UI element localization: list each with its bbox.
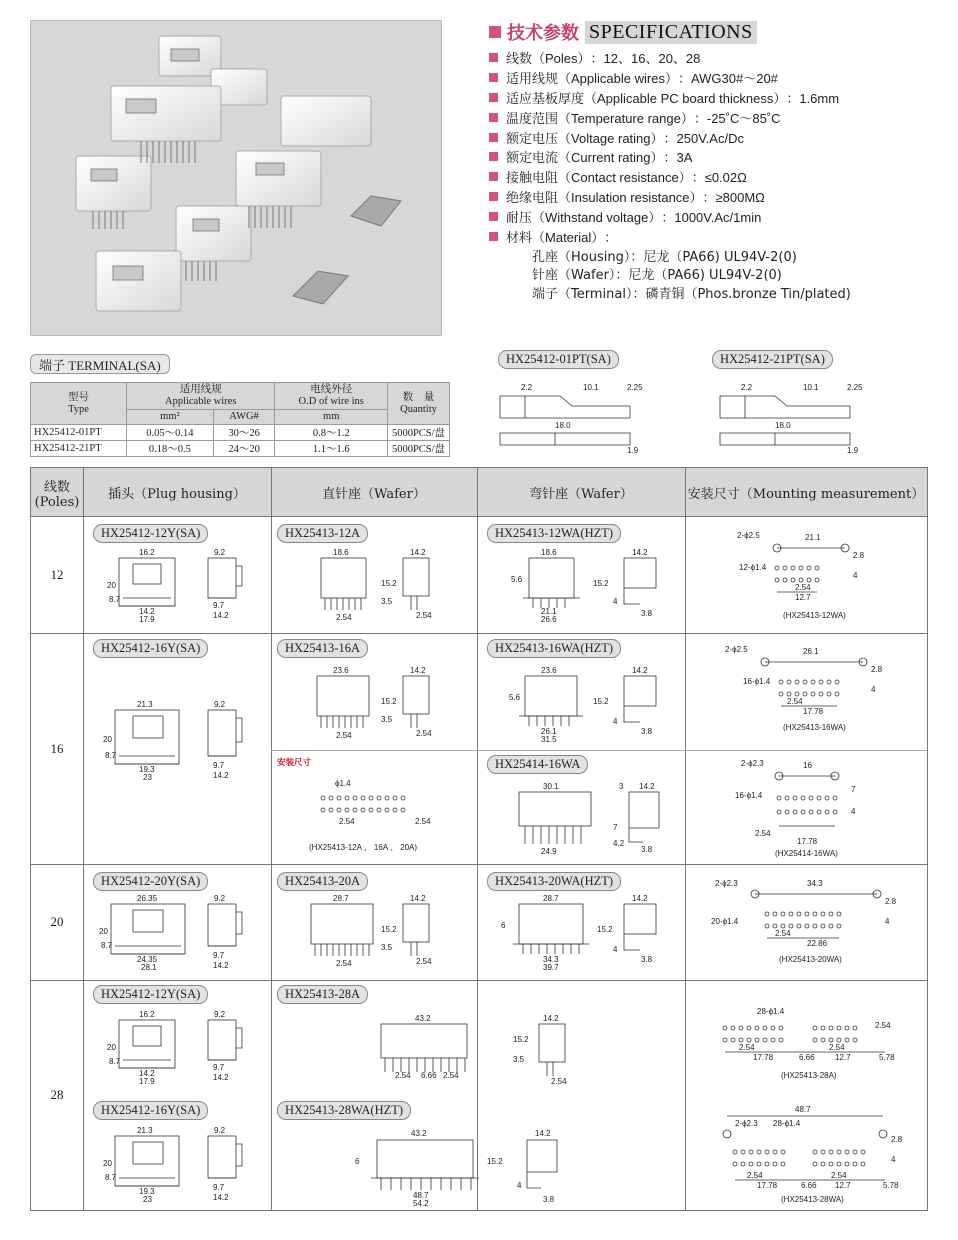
svg-text:43.2: 43.2 — [415, 1014, 431, 1023]
svg-text:28.7: 28.7 — [543, 894, 559, 903]
svg-text:15.2: 15.2 — [593, 697, 609, 706]
svg-text:5.78: 5.78 — [879, 1053, 895, 1062]
svg-text:20: 20 — [107, 1043, 116, 1052]
svg-text:4: 4 — [891, 1155, 896, 1164]
bent-20-drawing — [489, 892, 679, 976]
svg-text:5.6: 5.6 — [509, 693, 521, 702]
svg-text:9.2: 9.2 — [214, 1010, 226, 1019]
svg-text:2-ϕ2.3: 2-ϕ2.3 — [715, 879, 738, 888]
svg-text:14.2: 14.2 — [632, 894, 648, 903]
svg-text:15.2: 15.2 — [381, 925, 397, 934]
spec-row: 线数 （Poles） ：12、16、20、28 — [489, 48, 929, 68]
svg-text:20: 20 — [99, 927, 108, 936]
svg-text:3.8: 3.8 — [543, 1195, 555, 1204]
svg-text:28.7: 28.7 — [333, 894, 349, 903]
title-bullet-icon — [489, 26, 501, 38]
straight-tag: HX25413-12A — [277, 524, 368, 543]
svg-text:9.2: 9.2 — [214, 700, 226, 709]
svg-text:14.2: 14.2 — [632, 548, 648, 557]
svg-text:14.2: 14.2 — [213, 1193, 229, 1202]
svg-text:2.54: 2.54 — [339, 817, 355, 826]
header-poles: 线数 (Poles) — [34, 479, 80, 510]
svg-text:9.7: 9.7 — [213, 1063, 225, 1072]
bullet-icon — [489, 113, 498, 122]
svg-text:14.2: 14.2 — [543, 1014, 559, 1023]
straight-28-drawing — [281, 1012, 681, 1092]
svg-text:24.9: 24.9 — [541, 847, 557, 856]
svg-text:26.1: 26.1 — [541, 727, 557, 736]
svg-text:14.2: 14.2 — [639, 782, 655, 791]
svg-text:14.2: 14.2 — [139, 1069, 155, 1078]
spec-row: 额定电压 （Voltage rating） ：250V.Ac/Dc — [489, 127, 929, 147]
header-mount: 安装尺寸（Mounting measurement） — [687, 487, 925, 502]
svg-text:9.2: 9.2 — [214, 1126, 226, 1135]
svg-text:2.8: 2.8 — [871, 665, 883, 674]
svg-text:8.7: 8.7 — [101, 941, 113, 950]
svg-text:34.3: 34.3 — [543, 955, 559, 964]
svg-text:9.2: 9.2 — [214, 894, 226, 903]
svg-text:24.35: 24.35 — [137, 955, 158, 964]
svg-text:5.78: 5.78 — [883, 1181, 899, 1190]
svg-text:(HX25414-16WA): (HX25414-16WA) — [775, 849, 838, 858]
plug-tag: HX25412-12Y(SA) — [93, 985, 208, 1004]
svg-text:2.2: 2.2 — [741, 383, 753, 392]
svg-text:39.7: 39.7 — [543, 963, 559, 972]
svg-text:28-ϕ1.4: 28-ϕ1.4 — [757, 1007, 785, 1016]
svg-text:(HX25413-12WA): (HX25413-12WA) — [783, 611, 846, 620]
product-table — [30, 467, 928, 1211]
bent-12-drawing — [489, 546, 679, 626]
svg-text:3.5: 3.5 — [381, 943, 393, 952]
plug-tag: HX25412-12Y(SA) — [93, 524, 208, 543]
material-wafer: 针座（Wafer）：尼龙（PA66) UL94V-2(0) — [532, 268, 782, 284]
svg-text:3.8: 3.8 — [641, 845, 653, 854]
svg-text:19.3: 19.3 — [139, 1187, 155, 1196]
svg-text:23.6: 23.6 — [333, 666, 349, 675]
svg-text:2.54: 2.54 — [443, 1071, 459, 1080]
svg-text:9.7: 9.7 — [213, 951, 225, 960]
svg-text:20: 20 — [103, 1159, 112, 1168]
svg-text:2.54: 2.54 — [416, 611, 432, 620]
svg-text:ϕ1.4: ϕ1.4 — [335, 779, 351, 788]
bullet-icon — [489, 93, 498, 102]
svg-text:2.8: 2.8 — [885, 897, 897, 906]
svg-text:14.2: 14.2 — [535, 1129, 551, 1138]
svg-text:2.54: 2.54 — [747, 1171, 763, 1180]
svg-text:16.2: 16.2 — [139, 548, 155, 557]
svg-text:(HX25413-16WA): (HX25413-16WA) — [783, 723, 846, 732]
spec-row: 额定电流 （Current rating） ：3A — [489, 147, 929, 167]
svg-text:2-ϕ2.5: 2-ϕ2.5 — [725, 645, 748, 654]
svg-text:1.9: 1.9 — [627, 446, 639, 455]
svg-text:17.9: 17.9 — [139, 615, 155, 624]
install-note: 安装尺寸 — [277, 758, 312, 768]
col-qty: 数 量 Quantity — [388, 383, 450, 425]
svg-text:2.8: 2.8 — [853, 551, 865, 560]
bullet-icon — [489, 232, 498, 241]
svg-text:48.7: 48.7 — [795, 1105, 811, 1114]
svg-text:6: 6 — [355, 1157, 360, 1166]
svg-text:7: 7 — [613, 823, 618, 832]
svg-text:14.2: 14.2 — [632, 666, 648, 675]
terminal-tag: 端子 TERMINAL(SA) — [30, 354, 170, 374]
svg-text:2.54: 2.54 — [395, 1071, 411, 1080]
plug-tag: HX25412-16Y(SA) — [93, 639, 208, 658]
bent-16-drawing — [489, 664, 679, 748]
mount-12-drawing — [695, 528, 925, 632]
svg-text:4: 4 — [613, 945, 618, 954]
svg-text:8.7: 8.7 — [109, 1057, 121, 1066]
svg-text:1.9: 1.9 — [847, 446, 859, 455]
table-row: HX25412-01PT 0.05～0.14 30～26 0.8～1.2 5000PCS/盘 — [31, 425, 450, 441]
svg-text:4: 4 — [517, 1181, 522, 1190]
material-housing: 孔座（Housing）：尼龙（PA66) UL94V-2(0) — [532, 249, 797, 265]
svg-text:9.7: 9.7 — [213, 601, 225, 610]
svg-text:12-ϕ1.4: 12-ϕ1.4 — [739, 563, 767, 572]
svg-text:(HX25413-28A): (HX25413-28A) — [781, 1071, 837, 1080]
svg-text:4: 4 — [851, 807, 856, 816]
svg-text:4.2: 4.2 — [613, 839, 625, 848]
bent-16b-drawing — [489, 780, 679, 862]
svg-text:8.7: 8.7 — [105, 751, 117, 760]
spec-title-cn: 技术参数 — [507, 23, 579, 44]
svg-text:3: 3 — [619, 782, 624, 791]
svg-text:(HX25413-12A 、 16A 、 20A): (HX25413-12A 、 16A 、 20A) — [309, 843, 418, 852]
terminal-21pt-tag: HX25412-21PT(SA) — [712, 350, 833, 369]
terminal-table: 型号 Type 适用线规 Applicable wires 电线外径 O.D of wire ins 数 量 Quantity mm² AWG# mm HX25412-01PT 0.05～0.14 30～26 0.8～1.2 5000PCS/盘 HX25412-21PT 0.18～0.5 24～20 1.1～1.6 5000PCS/盘 — [30, 382, 450, 457]
svg-text:43.2: 43.2 — [411, 1129, 427, 1138]
svg-text:12.7: 12.7 — [835, 1053, 851, 1062]
svg-text:21.1: 21.1 — [541, 607, 557, 616]
plug-28a-drawing — [93, 1008, 263, 1092]
svg-text:9.2: 9.2 — [214, 548, 226, 557]
header-bent: 弯针座（Wafer） — [529, 487, 633, 502]
svg-text:4: 4 — [871, 685, 876, 694]
mount-28-drawing — [695, 998, 925, 1088]
install-drawing — [293, 774, 473, 860]
svg-text:4: 4 — [853, 571, 858, 580]
svg-text:26.1: 26.1 — [803, 647, 819, 656]
svg-text:2.54: 2.54 — [415, 817, 431, 826]
product-photo — [30, 20, 442, 336]
svg-text:17.78: 17.78 — [797, 837, 818, 846]
svg-text:2.54: 2.54 — [739, 1043, 755, 1052]
svg-text:2.8: 2.8 — [891, 1135, 903, 1144]
svg-text:16-ϕ1.4: 16-ϕ1.4 — [743, 677, 771, 686]
svg-text:17.78: 17.78 — [753, 1053, 774, 1062]
svg-text:28-ϕ1.4: 28-ϕ1.4 — [773, 1119, 801, 1128]
svg-text:48.7: 48.7 — [413, 1191, 429, 1200]
svg-text:23: 23 — [143, 773, 152, 782]
svg-text:18.0: 18.0 — [555, 421, 571, 430]
spec-row: 材料 （Material） ： — [489, 226, 929, 246]
poles-28: 28 — [50, 1087, 64, 1102]
svg-text:16-ϕ1.4: 16-ϕ1.4 — [735, 791, 763, 800]
bullet-icon — [489, 133, 498, 142]
spec-row: 适用线规 （Applicable wires） ：AWG30#～20# — [489, 68, 929, 88]
svg-text:5.6: 5.6 — [511, 575, 523, 584]
svg-text:3.5: 3.5 — [381, 597, 393, 606]
material-terminal: 端子（Terminal）：磷青铜（Phos.bronze Tin/plated) — [532, 286, 851, 302]
svg-text:14.2: 14.2 — [410, 894, 426, 903]
svg-text:6.66: 6.66 — [799, 1053, 815, 1062]
svg-text:3.8: 3.8 — [641, 727, 653, 736]
straight-28wa-drawing — [281, 1122, 681, 1210]
svg-text:19.3: 19.3 — [139, 765, 155, 774]
svg-text:2.25: 2.25 — [847, 383, 863, 392]
svg-text:28.1: 28.1 — [141, 963, 157, 972]
svg-text:17.78: 17.78 — [803, 707, 824, 716]
svg-text:4: 4 — [613, 597, 618, 606]
svg-text:15.2: 15.2 — [381, 579, 397, 588]
svg-text:20: 20 — [103, 735, 112, 744]
svg-text:26.6: 26.6 — [541, 615, 557, 624]
plug-tag: HX25412-16Y(SA) — [93, 1101, 208, 1120]
bullet-icon — [489, 53, 498, 62]
svg-text:20-ϕ1.4: 20-ϕ1.4 — [711, 917, 739, 926]
svg-text:3.5: 3.5 — [513, 1055, 525, 1064]
spec-row: 耐压 （Withstand voltage） ：1000V.Ac/1min — [489, 206, 929, 226]
svg-text:14.2: 14.2 — [213, 1073, 229, 1082]
svg-text:16: 16 — [803, 761, 812, 770]
terminal-01pt-tag: HX25412-01PT(SA) — [498, 350, 619, 369]
connector-photo-illustration — [31, 21, 442, 336]
svg-text:2.25: 2.25 — [627, 383, 643, 392]
bullet-icon — [489, 152, 498, 161]
svg-text:6.66: 6.66 — [421, 1071, 437, 1080]
spec-title — [489, 20, 929, 44]
straight-tag: HX25413-20A — [277, 872, 368, 891]
svg-text:2.54: 2.54 — [775, 929, 791, 938]
svg-text:15.2: 15.2 — [513, 1035, 529, 1044]
svg-text:31.5: 31.5 — [541, 735, 557, 744]
spec-row: 绝缘电阻 （Insulation resistance） ：≥800MΩ — [489, 187, 929, 207]
svg-text:2.54: 2.54 — [416, 729, 432, 738]
plug-12-drawing — [93, 546, 263, 626]
straight-12-drawing — [281, 546, 471, 626]
svg-text:12.7: 12.7 — [835, 1181, 851, 1190]
svg-text:2-ϕ2.3: 2-ϕ2.3 — [735, 1119, 758, 1128]
spec-row: 温度范围 （Temperature range） ：-25˚C～85˚C — [489, 107, 929, 127]
poles-20: 20 — [50, 914, 64, 929]
bullet-icon — [489, 212, 498, 221]
svg-text:2.54: 2.54 — [795, 583, 811, 592]
svg-text:21.3: 21.3 — [137, 700, 153, 709]
svg-text:34.3: 34.3 — [807, 879, 823, 888]
bullet-icon — [489, 192, 498, 201]
svg-text:14.2: 14.2 — [139, 607, 155, 616]
table-row: HX25412-21PT 0.18～0.5 24～20 1.1～1.6 5000PCS/盘 — [31, 441, 450, 457]
header-straight: 直针座（Wafer） — [322, 487, 426, 502]
svg-text:18.6: 18.6 — [541, 548, 557, 557]
spec-row: 适应基板厚度 （Applicable PC board thickness） ：1.6mm — [489, 88, 929, 108]
svg-text:2.54: 2.54 — [829, 1043, 845, 1052]
svg-text:30.1: 30.1 — [543, 782, 559, 791]
plug-16-drawing — [93, 698, 263, 788]
svg-text:14.2: 14.2 — [213, 611, 229, 620]
svg-text:2.54: 2.54 — [875, 1021, 891, 1030]
plug-28b-drawing — [93, 1124, 263, 1208]
mount-16b-drawing — [695, 758, 925, 862]
svg-text:2.54: 2.54 — [787, 697, 803, 706]
svg-text:15.2: 15.2 — [597, 925, 613, 934]
svg-text:2.54: 2.54 — [336, 959, 352, 968]
svg-text:12.7: 12.7 — [795, 593, 811, 602]
bent-tag: HX25413-12WA(HZT) — [487, 524, 621, 543]
bent-tag: HX25414-16WA — [487, 755, 588, 774]
svg-text:(HX25413-28WA): (HX25413-28WA) — [781, 1195, 844, 1204]
svg-text:4: 4 — [885, 917, 890, 926]
svg-text:3.8: 3.8 — [641, 955, 653, 964]
svg-text:(HX25413-20WA): (HX25413-20WA) — [779, 955, 842, 964]
svg-text:4: 4 — [613, 717, 618, 726]
svg-text:18.0: 18.0 — [775, 421, 791, 430]
svg-text:23: 23 — [143, 1195, 152, 1204]
mount-20-drawing — [695, 874, 925, 978]
svg-text:9.7: 9.7 — [213, 1183, 225, 1192]
svg-text:3.8: 3.8 — [641, 609, 653, 618]
straight-tag: HX25413-28WA(HZT) — [277, 1101, 411, 1120]
straight-16-drawing — [281, 664, 471, 744]
straight-tag: HX25413-16A — [277, 639, 368, 658]
svg-text:6.66: 6.66 — [801, 1181, 817, 1190]
svg-text:8.7: 8.7 — [105, 1173, 117, 1182]
specifications — [489, 20, 929, 301]
plug-20-drawing — [93, 892, 263, 976]
svg-text:2.54: 2.54 — [551, 1077, 567, 1086]
svg-text:3.5: 3.5 — [381, 715, 393, 724]
mount-28wa-drawing — [695, 1102, 925, 1208]
svg-text:15.2: 15.2 — [487, 1157, 503, 1166]
col-od: 电线外径 O.D of wire ins — [275, 383, 388, 410]
svg-text:14.2: 14.2 — [410, 548, 426, 557]
bent-tag: HX25413-16WA(HZT) — [487, 639, 621, 658]
svg-text:2.2: 2.2 — [521, 383, 533, 392]
svg-text:10.1: 10.1 — [583, 383, 599, 392]
svg-text:14.2: 14.2 — [213, 771, 229, 780]
poles-12: 12 — [50, 567, 64, 582]
svg-text:2-ϕ2.3: 2-ϕ2.3 — [741, 759, 764, 768]
svg-text:22.86: 22.86 — [807, 939, 828, 948]
svg-text:21.1: 21.1 — [805, 533, 821, 542]
svg-text:2.54: 2.54 — [755, 829, 771, 838]
terminal-21pt-drawing — [715, 378, 865, 466]
svg-text:21.3: 21.3 — [137, 1126, 153, 1135]
svg-text:14.2: 14.2 — [213, 961, 229, 970]
svg-text:23.6: 23.6 — [541, 666, 557, 675]
svg-text:15.2: 15.2 — [381, 697, 397, 706]
svg-text:8.7: 8.7 — [109, 595, 121, 604]
svg-text:2.54: 2.54 — [831, 1171, 847, 1180]
plug-tag: HX25412-20Y(SA) — [93, 872, 208, 891]
header-plug: 插头（Plug housing） — [108, 487, 246, 502]
svg-text:2.54: 2.54 — [416, 957, 432, 966]
svg-text:2.54: 2.54 — [336, 731, 352, 740]
svg-text:17.9: 17.9 — [139, 1077, 155, 1086]
svg-text:6: 6 — [501, 921, 506, 930]
bullet-icon — [489, 73, 498, 82]
svg-text:2-ϕ2.5: 2-ϕ2.5 — [737, 531, 760, 540]
svg-text:16.2: 16.2 — [139, 1010, 155, 1019]
svg-text:15.2: 15.2 — [593, 579, 609, 588]
straight-tag: HX25413-28A — [277, 985, 368, 1004]
svg-text:9.7: 9.7 — [213, 761, 225, 770]
mount-16-drawing — [695, 642, 925, 742]
col-type: 型号 Type — [31, 383, 127, 425]
straight-20-drawing — [281, 892, 471, 972]
bullet-icon — [489, 172, 498, 181]
svg-text:14.2: 14.2 — [410, 666, 426, 675]
spec-title-en: SPECIFICATIONS — [585, 21, 757, 44]
svg-text:7: 7 — [851, 785, 856, 794]
svg-text:2.54: 2.54 — [336, 613, 352, 622]
svg-text:20: 20 — [107, 581, 116, 590]
svg-text:54.2: 54.2 — [413, 1199, 429, 1208]
terminal-01pt-drawing — [495, 378, 645, 466]
poles-16: 16 — [50, 740, 64, 756]
svg-text:17.78: 17.78 — [757, 1181, 778, 1190]
col-wires: 适用线规 Applicable wires — [127, 383, 275, 410]
svg-text:26.35: 26.35 — [137, 894, 158, 903]
svg-text:10.1: 10.1 — [803, 383, 819, 392]
bent-tag: HX25413-20WA(HZT) — [487, 872, 621, 891]
svg-text:18.6: 18.6 — [333, 548, 349, 557]
spec-row: 接触电阻 （Contact resistance） ：≤0.02Ω — [489, 167, 929, 187]
